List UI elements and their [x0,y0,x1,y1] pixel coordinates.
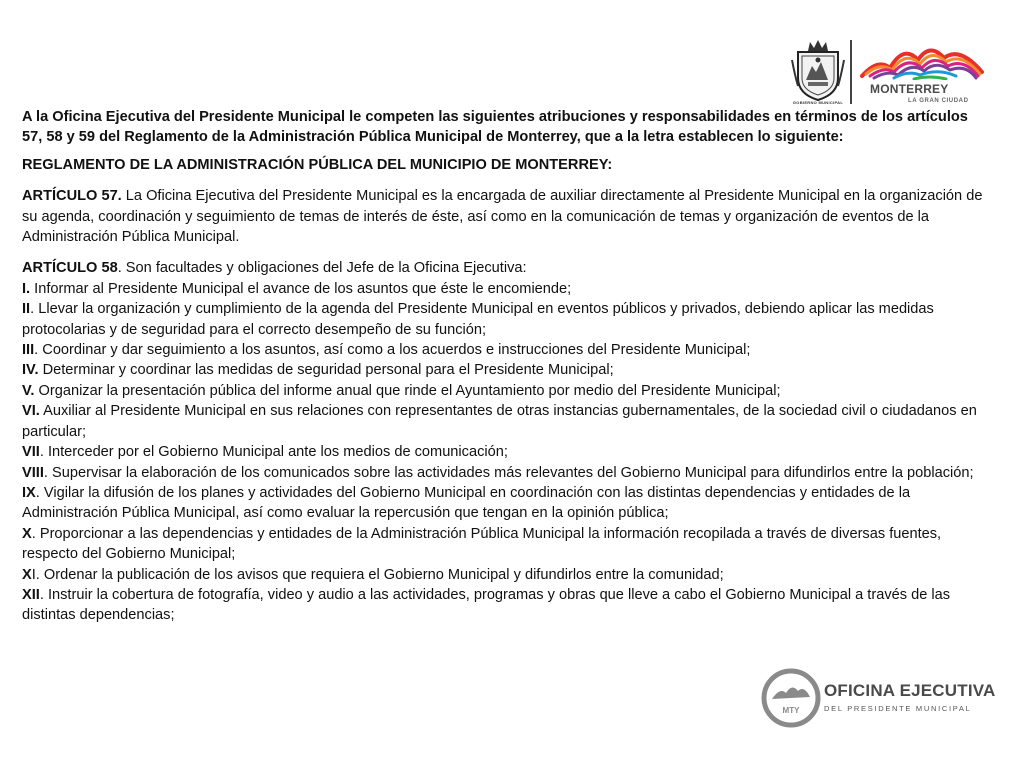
article-58-label: ARTÍCULO 58 [22,260,118,277]
list-item-number: XII [22,586,40,603]
oficina-ejecutiva-mark-icon [760,667,822,729]
list-item [22,360,990,380]
article-57-label: ARTÍCULO 57. [22,188,122,205]
document-body [22,107,990,626]
logo-divider [850,40,852,104]
list-item-text: . Supervisar la elaboración de los comunicados sobre las actividades más relevantes del Gobierno Municipal para difundirlos entre la población; [43,464,974,481]
list-item-text: . Instruir la cobertura de fotografía, video y audio a las actividades, programas y obras que lleve a cabo el Gobierno Municipal a través de las distintas dependencias; [22,586,951,624]
list-item-text: I. Ordenar la publicación de los avisos que requiera el Gobierno Municipal y difundirlos entre la comunidad; [31,566,724,583]
intro-paragraph: A la Oficina Ejecutiva del Presidente Municipal le competen las siguientes atribuciones y responsabilidades en términos de los artículos 57, 58 y 59 del Reglamento de la Administración Pública Municipal de Monterrey, que a la letra establecen lo siguiente: [22,109,968,146]
article-58 [22,258,990,278]
list-item-text: . Coordinar y dar seguimiento a los asuntos, así como a los acuerdos e instrucciones del Presidente Municipal; [34,342,751,359]
list-item-number: IX [22,484,36,501]
footer-subtitle: DEL PRESIDENTE MUNICIPAL [824,704,972,713]
regulation-title: REGLAMENTO DE LA ADMINISTRACIÓN PÚBLICA DEL MUNICIPIO DE MONTERREY: [22,156,613,173]
footer-title: OFICINA EJECUTIVA [824,681,996,700]
list-item-number: VI. [22,403,40,420]
list-item-number: IV. [22,362,39,379]
list-item-text: . Vigilar la difusión de los planes y actividades del Gobierno Municipal en coordinación con las distintas dependencias y entidades de la Administración Pública Municipal, así como evaluar la repercusión que tengan en la opinión pública; [22,484,911,522]
header-logos [788,36,984,108]
list-item [22,442,990,462]
list-item-number: II [22,301,31,318]
footer-mark-text: MTY [782,706,800,715]
list-item-text: . Proporcionar a las dependencias y entidades de la Administración Pública Municipal la información recopilada a través de diversas fuentes, respecto del Gobierno Municipal; [22,525,942,563]
list-item [22,524,990,565]
list-item-number: I. [22,280,31,297]
list-item [22,565,990,585]
article-58-text: . Son facultades y obligaciones del Jefe de la Oficina Ejecutiva: [117,260,527,277]
list-item-text: . Llevar la organización y cumplimiento de la agenda del Presidente Municipal en eventos públicos y privados, debiendo aplicar las medidas protocolarias y de seguridad para el correcto desempeño de su función; [22,301,934,338]
list-item [22,585,990,626]
list-item [22,483,990,524]
list-item-number: X [22,525,32,542]
list-item-number: III [22,342,35,359]
list-item [22,381,990,401]
list-item-number: V. [22,382,35,399]
article-57 [22,186,990,247]
list-item [22,463,990,483]
footer-logo [760,667,1010,731]
article-57-text: La Oficina Ejecutiva del Presidente Municipal es la encargada de auxiliar directamente al Presidente Municipal en la organización de su agenda, coordinación y seguimiento de temas de interés de éste, así como en la comunicación de temas y organización de eventos de la Administración Pública Municipal. [22,188,983,246]
list-item [22,401,990,442]
list-item-text: . Interceder por el Gobierno Municipal ante los medios de comunicación; [39,444,508,461]
list-item-number: VIII [22,464,44,481]
list-item-number: VII [22,444,40,461]
list-item-text: Informar al Presidente Municipal el avance de los asuntos que éste le encomiende; [30,280,572,297]
list-item-text: Organizar la presentación pública del informe anual que rinde el Ayuntamiento por medio del Presidente Municipal; [34,382,781,399]
municipal-crest-icon [790,38,846,104]
list-item-text: Auxiliar al Presidente Municipal en sus relaciones con representantes de otras instancias gubernamentales, de la sociedad civil o ciudadanos en particular; [22,403,977,440]
monterrey-mountains-icon [860,38,984,80]
list-item-number: X [22,566,32,583]
list-item [22,279,990,299]
city-name: MONTERREY [870,82,949,96]
crest-caption: GOBIERNO MUNICIPAL [792,100,844,105]
list-item-text: Determinar y coordinar las medidas de seguridad personal para el Presidente Municipal; [38,362,614,379]
list-item [22,340,990,360]
monterrey-logo [860,38,984,108]
city-tagline: LA GRAN CIUDAD [908,98,969,104]
list-item [22,299,990,340]
